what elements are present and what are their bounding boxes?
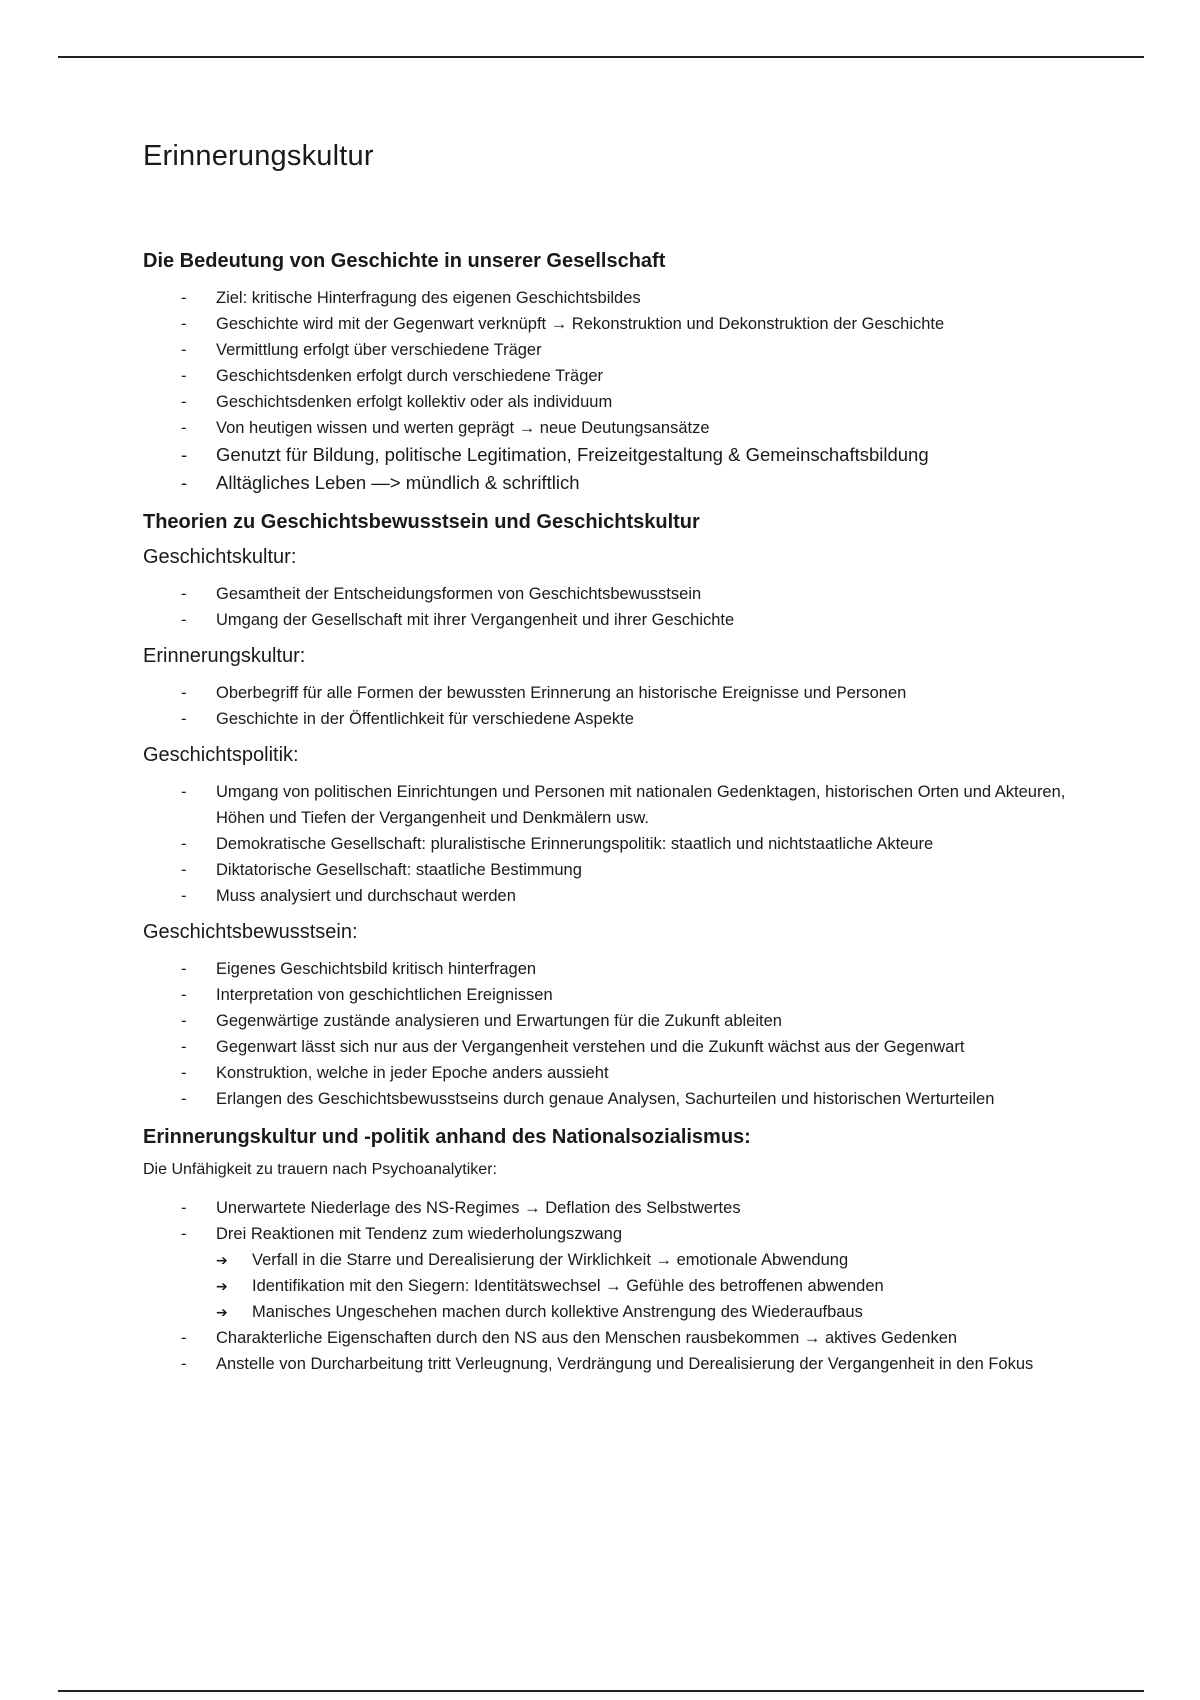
reactions-list <box>216 1247 1073 1325</box>
list-item: - Geschichtsdenken erfolgt kollektiv oder als individuum <box>143 389 1073 415</box>
subheading-erinnerungskultur: Erinnerungskultur: <box>143 645 306 667</box>
ns-list <box>143 1195 1073 1377</box>
list-item: - Geschichtsdenken erfolgt durch verschiedene Träger <box>143 363 1073 389</box>
bedeutung-list <box>143 285 1073 497</box>
bottom-rule <box>58 1690 1144 1692</box>
section-heading-nationalsozialismus: Erinnerungskultur und -politik anhand des Nationalsozialismus: <box>143 1126 751 1148</box>
list-item: - Gegenwart lässt sich nur aus der Vergangenheit verstehen und die Zukunft wächst aus der Gegenwart <box>143 1034 1073 1060</box>
list-item: - Konstruktion, welche in jeder Epoche anders aussieht <box>143 1060 1073 1086</box>
list-item: - Charakterliche Eigenschaften durch den NS aus den Menschen rausbekommen → aktives Gedenken <box>143 1325 1073 1351</box>
section-heading-theorien: Theorien zu Geschichtsbewusstsein und Geschichtskultur <box>143 511 700 533</box>
list-item: - Interpretation von geschichtlichen Ereignissen <box>143 982 1073 1008</box>
list-item: - Anstelle von Durcharbeitung tritt Verleugnung, Verdrängung und Derealisierung der Vergangenheit in den Fokus <box>143 1351 1073 1377</box>
arrow-item: ➔ Verfall in die Starre und Derealisierung der Wirklichkeit → emotionale Abwendung <box>216 1247 1073 1273</box>
subheading-geschichtspolitik: Geschichtspolitik: <box>143 744 299 766</box>
geschichtskultur-list <box>143 581 1073 633</box>
list-item: - Von heutigen wissen und werten geprägt → neue Deutungsansätze <box>143 415 1073 441</box>
geschichtspolitik-list <box>143 779 1073 909</box>
subheading-geschichtskultur: Geschichtskultur: <box>143 546 297 568</box>
list-item: - Demokratische Gesellschaft: pluralistische Erinnerungspolitik: staatlich und nichtstaatliche Akteure <box>143 831 1073 857</box>
arrow-item: ➔ Manisches Ungeschehen machen durch kollektive Anstrengung des Wiederaufbaus <box>216 1299 1073 1325</box>
list-item: - Gegenwärtige zustände analysieren und Erwartungen für die Zukunft ableiten <box>143 1008 1073 1034</box>
list-item: - Oberbegriff für alle Formen der bewussten Erinnerung an historische Ereignisse und Personen <box>143 680 1073 706</box>
list-item-text: Drei Reaktionen mit Tendenz zum wiederholungszwang <box>216 1225 622 1243</box>
page-title: Erinnerungskultur <box>143 140 374 172</box>
arrow-item: ➔ Identifikation mit den Siegern: Identitätswechsel → Gefühle des betroffenen abwenden <box>216 1273 1073 1299</box>
document-body <box>143 140 1073 1377</box>
list-item: - Geschichte in der Öffentlichkeit für verschiedene Aspekte <box>143 706 1073 732</box>
top-rule <box>58 56 1144 58</box>
list-item: - Genutzt für Bildung, politische Legitimation, Freizeitgestaltung & Gemeinschaftsbildung <box>143 441 1073 469</box>
list-item: - Umgang von politischen Einrichtungen und Personen mit nationalen Gedenktagen, historischen Orten und Akteuren, Höhen und Tiefen der Vergangenheit und Denkmälern usw. <box>143 779 1073 831</box>
list-item: - Muss analysiert und durchschaut werden <box>143 883 1073 909</box>
list-item: - Vermittlung erfolgt über verschiedene Träger <box>143 337 1073 363</box>
list-item: - Eigenes Geschichtsbild kritisch hinterfragen <box>143 956 1073 982</box>
intro-text: Die Unfähigkeit zu trauern nach Psychoanalytiker: <box>143 1161 497 1178</box>
geschichtsbewusstsein-list <box>143 956 1073 1112</box>
list-item: - Umgang der Gesellschaft mit ihrer Vergangenheit und ihrer Geschichte <box>143 607 1073 633</box>
erinnerungskultur-list <box>143 680 1073 732</box>
list-item: - Geschichte wird mit der Gegenwart verknüpft → Rekonstruktion und Dekonstruktion der Geschichte <box>143 311 1073 337</box>
subheading-geschichtsbewusstsein: Geschichtsbewusstsein: <box>143 921 358 943</box>
list-item: - Unerwartete Niederlage des NS-Regimes → Deflation des Selbstwertes <box>143 1195 1073 1221</box>
list-item: - Diktatorische Gesellschaft: staatliche Bestimmung <box>143 857 1073 883</box>
list-item: - Erlangen des Geschichtsbewusstseins durch genaue Analysen, Sachurteilen und historischen Werturteilen <box>143 1086 1073 1112</box>
list-item <box>143 1221 1073 1325</box>
list-item: - Alltägliches Leben —> mündlich & schriftlich <box>143 469 1073 497</box>
list-item: - Ziel: kritische Hinterfragung des eigenen Geschichtsbildes <box>143 285 1073 311</box>
section-heading-bedeutung: Die Bedeutung von Geschichte in unserer Gesellschaft <box>143 250 666 272</box>
list-item: - Gesamtheit der Entscheidungsformen von Geschichtsbewusstsein <box>143 581 1073 607</box>
